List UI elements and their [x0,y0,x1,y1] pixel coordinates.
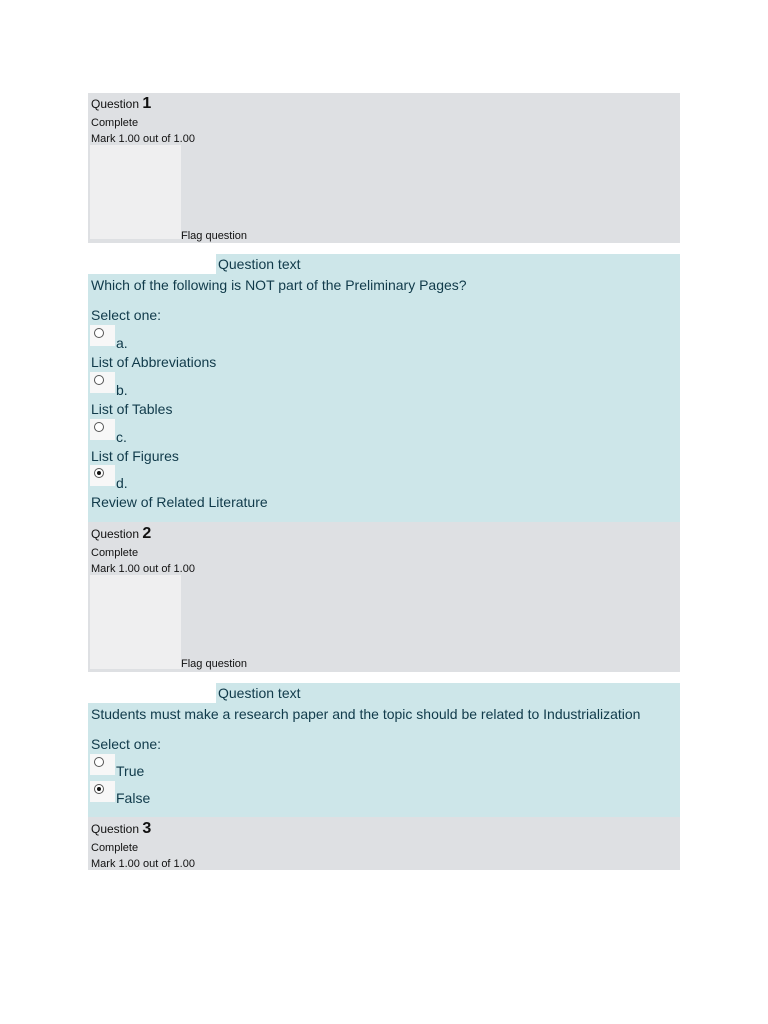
question-1-content [88,274,680,522]
question-1-status: Complete [91,117,139,129]
question-text-heading: Question text [218,256,301,272]
select-one-label: Select one: [91,307,162,323]
option-b-radio[interactable] [90,372,115,393]
question-3-status: Complete [91,842,139,854]
question-3-mark: Mark 1.00 out of 1.00 [91,858,195,870]
flag-question-link[interactable]: Flag question [181,230,248,242]
question-2-info [88,522,680,672]
question-2-status: Complete [91,547,139,559]
option-false-label[interactable]: False [116,790,151,806]
question-1-mark: Mark 1.00 out of 1.00 [91,133,195,145]
option-true-radio[interactable] [90,754,115,775]
option-d-letter: d. [116,475,128,491]
question-label: Question [91,527,140,541]
option-a-text[interactable]: List of Abbreviations [91,354,217,370]
option-b-letter: b. [116,382,128,398]
question-label: Question [91,822,140,836]
question-2-heading [91,526,151,542]
option-true-label[interactable]: True [116,763,145,779]
option-c-letter: c. [116,429,127,445]
question-number: 1 [142,95,152,112]
option-b-text[interactable]: List of Tables [91,401,173,417]
radio-unchecked-icon [94,328,104,338]
radio-unchecked-icon [94,422,104,432]
question-label: Question [91,97,140,111]
question-2-prompt: Students must make a research paper and the topic should be related to Industrialization [91,706,641,722]
flag-icon[interactable] [90,575,181,669]
flag-question-link[interactable]: Flag question [181,658,248,670]
question-1-prompt: Which of the following is NOT part of the Preliminary Pages? [91,277,467,293]
question-1-info [88,93,680,243]
question-1-heading [91,96,151,112]
option-d-radio[interactable] [90,465,115,486]
radio-unchecked-icon [94,757,104,767]
question-3-heading [91,821,151,837]
option-c-radio[interactable] [90,419,115,440]
flag-icon[interactable] [90,145,181,239]
question-2-mark: Mark 1.00 out of 1.00 [91,563,195,575]
question-1-text-label [216,254,680,274]
option-a-radio[interactable] [90,325,115,346]
question-2-content [88,703,680,817]
question-number: 2 [142,525,152,542]
option-c-text[interactable]: List of Figures [91,448,179,464]
select-one-label: Select one: [91,736,162,752]
question-number: 3 [142,820,152,837]
option-a-letter: a. [116,335,128,351]
radio-unchecked-icon [94,375,104,385]
question-text-heading: Question text [218,685,301,701]
question-3-info [88,817,680,870]
option-d-text[interactable]: Review of Related Literature [91,494,268,510]
question-2-text-label [216,683,680,703]
option-false-radio[interactable] [90,781,115,802]
radio-checked-icon [94,468,104,478]
radio-checked-icon [94,784,104,794]
